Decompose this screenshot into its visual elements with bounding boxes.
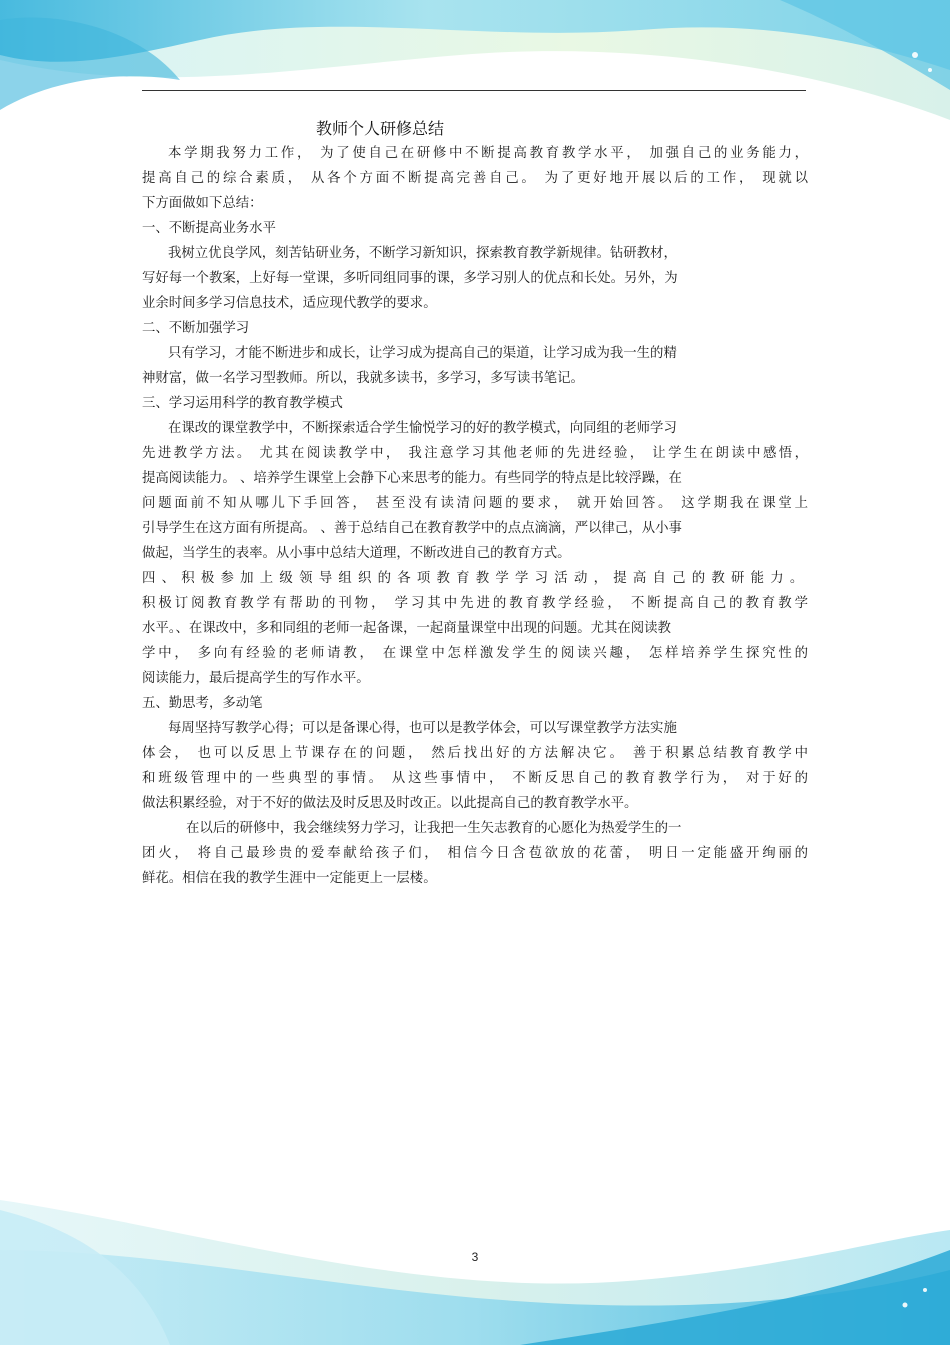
- document-title: 教师个人研修总结: [316, 119, 445, 138]
- paragraph-line: 积极订阅教育教学有帮助的刊物， 学习其中先进的教育教学经验， 不断提高自己的教育教学: [142, 596, 808, 611]
- paragraph-line: 在课改的课堂教学中，不断探索适合学生愉悦学习的好的教学模式，向同组的老师学习: [168, 421, 677, 436]
- paragraph-line: 在以后的研修中，我会继续努力学习，让我把一生矢志教育的心愿化为热爱学生的一: [186, 821, 682, 836]
- paragraph-line: 业余时间多学习信息技术，适应现代教学的要求。: [142, 296, 437, 311]
- document-body: [142, 141, 808, 891]
- paragraph-line: 做法积累经验，对于不好的做法及时反思及时改正。以此提高自己的教育教学水平。: [142, 796, 638, 811]
- header-rule: [142, 90, 806, 91]
- paragraph-line: 二、不断加强学习: [142, 321, 250, 336]
- paragraph-line: 引导学生在这方面有所提高。 、善于总结自己在教育教学中的点点滴滴，严以律己，从小事: [142, 521, 682, 536]
- paragraph-line: 只有学习，才能不断进步和成长，让学习成为提高自己的渠道，让学习成为我一生的精: [168, 346, 677, 361]
- paragraph-line: 问题面前不知从哪儿下手回答， 甚至没有读清问题的要求， 就开始回答。 这学期我在课堂上: [142, 496, 808, 511]
- paragraph-line: 我树立优良学风，刻苦钻研业务，不断学习新知识，探索教育教学新规律。钻研教材，: [168, 246, 677, 261]
- paragraph-line: 鲜花。相信在我的教学生涯中一定能更上一层楼。: [142, 871, 437, 886]
- paragraph-line: 做起，当学生的表率。从小事中总结大道理，不断改进自己的教育方式。: [142, 546, 571, 561]
- paragraph-line: 四、积极参加上级领导组织的各项教育教学学习活动，提高自己的教研能力。: [142, 571, 808, 586]
- paragraph-line: 团火， 将自己最珍贵的爱奉献给孩子们， 相信今日含苞欲放的花蕾， 明日一定能盛开绚丽的: [142, 846, 808, 861]
- paragraph-line: 阅读能力，最后提高学生的写作水平。: [142, 671, 370, 686]
- paragraph-line: 神财富，做一名学习型教师。所以，我就多读书，多学习，多写读书笔记。: [142, 371, 584, 386]
- paragraph-line: 水平。、在课改中，多和同组的老师一起备课，一起商量课堂中出现的问题。尤其在阅读教: [142, 621, 671, 636]
- paragraph-line: 五、勤思考，多动笔: [142, 696, 263, 711]
- paragraph-line: 写好每一个教案，上好每一堂课，多听同组同事的课，多学习别人的优点和长处。另外，为: [142, 271, 678, 286]
- paragraph-line: 三、学习运用科学的教育教学模式: [142, 396, 343, 411]
- paragraph-line: 下方面做如下总结：: [142, 196, 263, 211]
- paragraph-line: 先进教学方法。 尤其在阅读教学中， 我注意学习其他老师的先进经验， 让学生在朗读中感悟，: [142, 446, 808, 461]
- paragraph-line: 体会， 也可以反思上节课存在的问题， 然后找出好的方法解决它。 善于积累总结教育教学中: [142, 746, 808, 761]
- paragraph-line: 每周坚持写教学心得；可以是备课心得，也可以是教学体会，可以写课堂教学方法实施: [168, 721, 677, 736]
- paragraph-line: 本学期我努力工作， 为了使自己在研修中不断提高教育教学水平， 加强自己的业务能力，: [168, 146, 808, 161]
- paragraph-line: 学中， 多向有经验的老师请教， 在课堂中怎样激发学生的阅读兴趣， 怎样培养学生探究性的: [142, 646, 808, 661]
- paragraph-line: 一、不断提高业务水平: [142, 221, 276, 236]
- paragraph-line: 和班级管理中的一些典型的事情。 从这些事情中， 不断反思自己的教育教学行为， 对于好的: [142, 771, 808, 786]
- paragraph-line: 提高阅读能力。 、培养学生课堂上会静下心来思考的能力。有些同学的特点是比较浮躁，在: [142, 471, 682, 486]
- paragraph-line: 提高自己的综合素质， 从各个方面不断提高完善自己。 为了更好地开展以后的工作， 现就以: [142, 171, 808, 186]
- page-number: 3: [471, 1250, 479, 1264]
